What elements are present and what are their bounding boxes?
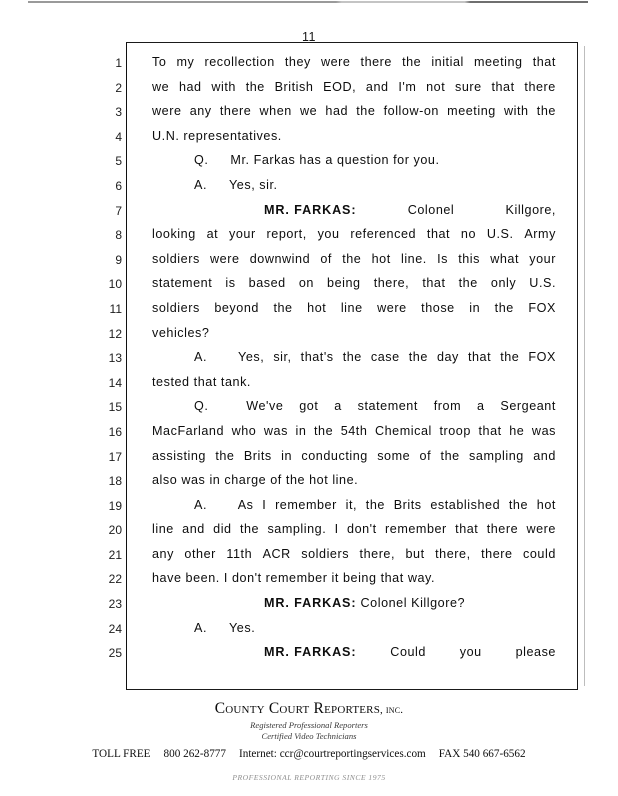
- line-text: A. Yes, sir.: [194, 177, 278, 192]
- transcript-line: [0, 200, 618, 225]
- fax-label: FAX: [438, 748, 461, 761]
- transcript-line: [0, 347, 618, 372]
- line-text: MR. FARKAS: Could you please: [264, 645, 556, 660]
- toll-free-number: 800 262-8777: [163, 748, 226, 761]
- line-text: looking at your report, you referenced that no U.S. Army: [152, 227, 556, 242]
- line-number: 22: [108, 572, 122, 587]
- line-number: 17: [108, 449, 122, 464]
- line-text: MR. FARKAS: Colonel Killgore,: [264, 202, 556, 217]
- line-text: A. As I remember it, the Brits established the hot: [194, 497, 556, 512]
- line-number: 18: [108, 474, 122, 489]
- transcript-line: [0, 150, 618, 175]
- company-name-suffix: , inc.: [380, 704, 404, 716]
- internet-label: Internet:: [239, 748, 277, 761]
- line-number: 19: [108, 498, 122, 513]
- line-text: vehicles?: [152, 325, 210, 340]
- page-number: 11: [302, 30, 316, 44]
- line-number: 21: [108, 547, 122, 562]
- transcript-line: [0, 372, 618, 397]
- transcript-line: [0, 126, 618, 151]
- line-number: 25: [108, 646, 122, 661]
- company-tagline: [0, 720, 618, 742]
- line-text: soldiers beyond the hot line were those in the FOX: [152, 300, 556, 315]
- line-number: 11: [109, 301, 122, 316]
- line-text: any other 11th ACR soldiers there, but there, there could: [152, 546, 556, 561]
- line-text: A. Yes.: [194, 620, 256, 635]
- line-number: 2: [115, 80, 122, 95]
- transcript-line: [0, 101, 618, 126]
- toll-free-label: TOLL FREE: [92, 748, 151, 761]
- line-number: 15: [108, 400, 122, 415]
- transcript-body: [0, 52, 618, 667]
- contact-email[interactable]: ccr@courtreportingservices.com: [279, 748, 426, 761]
- tagline-line-2: Certified Video Technicians: [261, 731, 357, 742]
- tagline-line-1: Registered Professional Reporters: [250, 720, 368, 730]
- line-text: line and did the sampling. I don't remember that there were: [152, 522, 556, 537]
- transcript-line: [0, 618, 618, 643]
- fax-number: 540 667-6562: [463, 748, 526, 761]
- company-contact-line: [0, 748, 618, 760]
- line-text: we had with the British EOD, and I'm not sure that there: [152, 79, 556, 94]
- transcript-line: [0, 568, 618, 593]
- transcript-line: [0, 273, 618, 298]
- line-text: statement is based on being there, that the only U.S.: [152, 276, 556, 291]
- transcript-line: [0, 298, 618, 323]
- transcript-line: [0, 77, 618, 102]
- line-number: 16: [108, 424, 122, 439]
- transcript-line: [0, 249, 618, 274]
- line-number: 13: [108, 351, 122, 366]
- transcript-line: [0, 544, 618, 569]
- line-text: soldiers were downwind of the hot line. Is this what your: [152, 251, 556, 266]
- since-tagline: PROFESSIONAL REPORTING SINCE 1975: [232, 773, 386, 783]
- transcript-line: [0, 224, 618, 249]
- line-number: 24: [108, 621, 122, 636]
- transcript-line: [0, 593, 618, 618]
- page-footer: [0, 700, 618, 782]
- line-text: MR. FARKAS: Colonel Killgore?: [264, 596, 466, 611]
- line-number: 6: [115, 178, 122, 193]
- transcript-line: [0, 396, 618, 421]
- line-text: tested that tank.: [152, 374, 251, 389]
- line-text: U.N. representatives.: [152, 128, 282, 143]
- reporting-company-name: [0, 700, 618, 718]
- line-text: Q. We've got a statement from a Sergeant: [194, 399, 556, 414]
- line-text: To my recollection they were there the initial meeting that: [152, 55, 556, 69]
- transcript-line: [0, 323, 618, 348]
- scan-edge-artifact: [28, 1, 588, 3]
- transcript-line: [0, 52, 618, 77]
- line-number: 3: [115, 105, 122, 120]
- transcript-line: [0, 495, 618, 520]
- line-number: 9: [115, 252, 122, 267]
- line-text: assisting the Brits in conducting some of the sampling and: [152, 448, 556, 463]
- line-number: 5: [115, 154, 122, 169]
- transcript-line: [0, 446, 618, 471]
- line-text: Q. Mr. Farkas has a question for you.: [194, 153, 440, 168]
- line-number: 10: [108, 277, 122, 292]
- line-number: 1: [115, 56, 122, 70]
- line-text: A. Yes, sir, that's the case the day that the FOX: [194, 350, 556, 365]
- transcript-line: [0, 470, 618, 495]
- transcript-line: [0, 642, 618, 667]
- transcript-line: [0, 421, 618, 446]
- line-text: have been. I don't remember it being that way.: [152, 571, 435, 586]
- line-text: also was in charge of the hot line.: [152, 473, 359, 488]
- line-number: 8: [115, 228, 122, 243]
- company-name-text: County Court Reporters: [214, 700, 381, 717]
- line-number: 20: [108, 523, 122, 538]
- line-text: were any there when we had the follow-on meeting with the: [152, 104, 556, 119]
- line-number: 4: [115, 129, 122, 144]
- transcript-line: [0, 175, 618, 200]
- line-number: 23: [108, 597, 122, 612]
- line-text: MacFarland who was in the 54th Chemical troop that he was: [152, 423, 556, 438]
- line-number: 14: [108, 375, 122, 390]
- line-number: 7: [115, 203, 122, 218]
- transcript-line: [0, 519, 618, 544]
- line-number: 12: [108, 326, 122, 341]
